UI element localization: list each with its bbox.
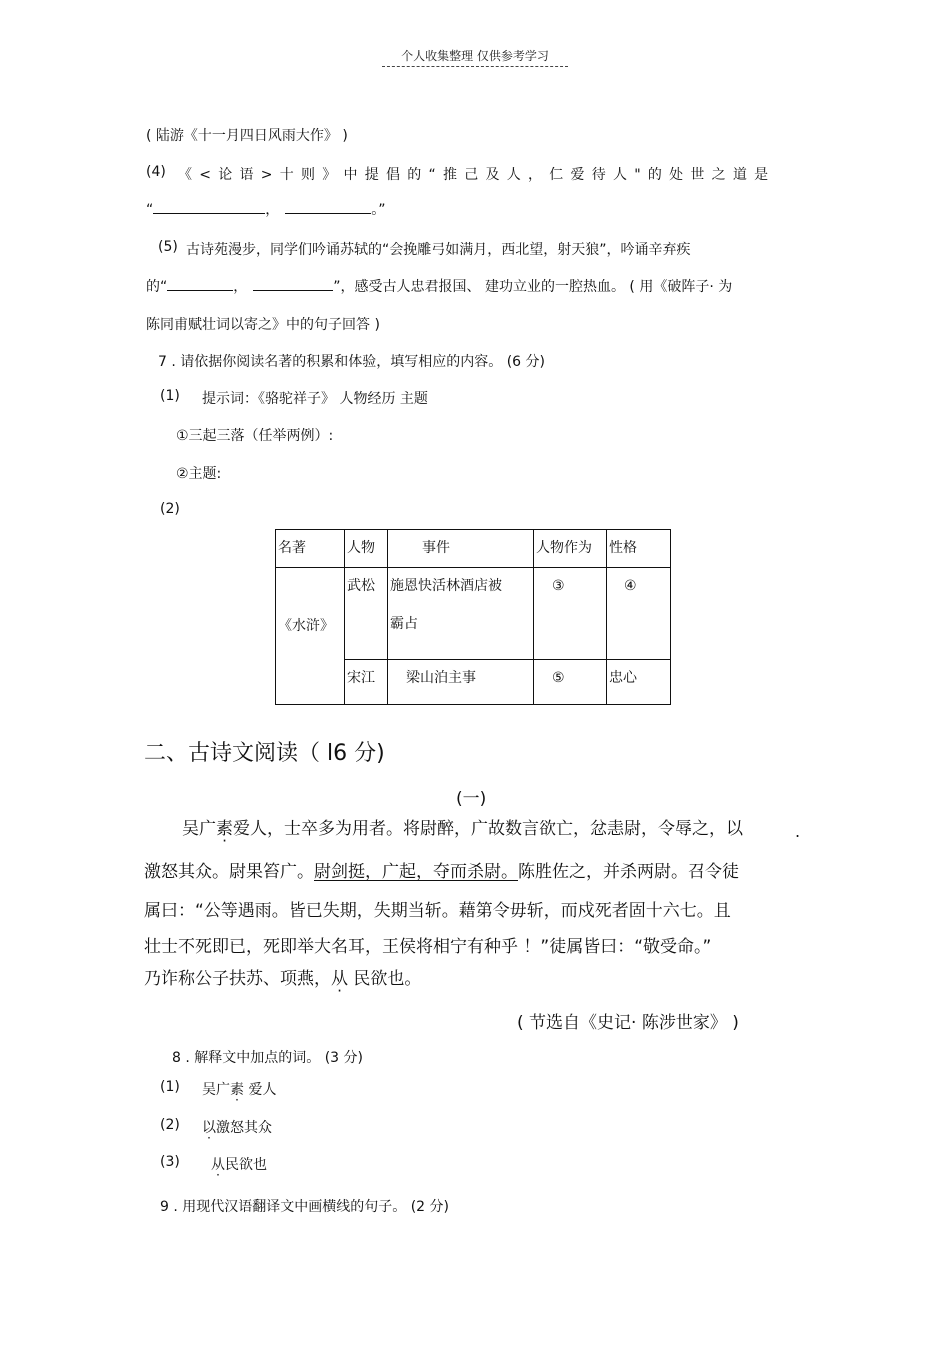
dotted-word-su: 素	[216, 819, 233, 839]
passage-line-2: 激怒其众。尉果笞广。尉剑挺，广起，夺而杀尉。陈胜佐之，并杀两尉。召令徒	[144, 862, 739, 882]
q5-comma: ，	[233, 279, 248, 295]
q5-suffix: ”，感受古人忠君报国、 建功立业的一腔热血。 ( 用《破阵子· 为	[333, 279, 733, 295]
dotted-word-yi: 以	[202, 1120, 216, 1136]
passage-line-3: 属曰：“公等遇雨。皆已失期，失期当斩。藉第令毋斩，而戍死者固十六七。且	[144, 901, 731, 921]
trait-cell[interactable]: ④	[607, 568, 671, 660]
q4-text: 《 < 论 语 > 十 则 》 中 提 倡 的 “ 推 己 及 人 ， 仁 爱 待 人 " 的 处 世 之 道 是	[178, 167, 769, 183]
header-divider	[382, 66, 568, 67]
q5-prefix: 的“	[146, 279, 168, 295]
q4-label: (4)	[146, 164, 166, 180]
event-cell: 梁山泊主事	[388, 659, 534, 704]
person-cell: 武松	[345, 568, 388, 660]
role-cell[interactable]: ⑤	[534, 659, 607, 704]
q7-1b: ②主题:	[176, 466, 222, 482]
dotted-word-su: 素	[230, 1082, 244, 1098]
dotted-word-cong: 从	[211, 1157, 225, 1173]
q4-blank-1[interactable]	[153, 199, 265, 214]
classics-table	[275, 529, 671, 705]
q7-2-label: (2)	[160, 501, 180, 517]
q4-answer-line	[146, 199, 386, 219]
q7-1-label: (1)	[160, 388, 180, 404]
q8-3-label: (3)	[160, 1154, 180, 1170]
q5-answer-line	[146, 276, 732, 296]
underlined-sentence: 尉剑挺，广起，夺而杀尉。	[314, 862, 518, 882]
event-cell	[388, 568, 534, 660]
q7-prompt: 7 . 请依据你阅读名著的积累和体验，填写相应的内容。 (6 分)	[158, 354, 545, 370]
header-cell-event: 事件	[388, 530, 534, 568]
poem-source-line: ( 陆游《十一月四日风雨大作》 )	[146, 128, 348, 144]
header-cell-person: 人物	[345, 530, 388, 568]
q4-open-quote: “	[146, 202, 154, 218]
passage-line-4: 壮士不死即已，死即举大名耳，王侯将相宁有种乎 ！”徒属皆曰：“敬受命。”	[144, 937, 712, 957]
passage-source: ( 节选自《史记· 陈涉世家》 )	[517, 1013, 739, 1033]
passage-line-5: 乃诈称公子扶苏、项燕，从 民欲也。	[144, 969, 422, 989]
book-cell: 《水浒》	[276, 568, 345, 705]
q5-blank-1[interactable]	[167, 276, 233, 291]
q5-text: 古诗苑漫步，同学们吟诵苏轼的“会挽雕弓如满月，西北望，射天狼”，吟诵辛弃疾	[186, 242, 691, 258]
trait-cell: 忠心	[607, 659, 671, 704]
q4-end: 。”	[371, 202, 386, 218]
passage-line-1: 吴广素爱人，士卒多为用者。将尉醉，广故数言欲亡，忿恚尉，令辱之，以	[182, 819, 743, 839]
event-line-2: 霸占	[390, 616, 418, 632]
q5-label: (5)	[158, 239, 178, 255]
q5-instruction: 陈同甫赋壮词以寄之》中的句子回答 )	[146, 317, 380, 333]
section-subtitle: (一)	[456, 789, 487, 809]
q8-2-label: (2)	[160, 1117, 180, 1133]
q5-blank-2[interactable]	[253, 276, 333, 291]
q8-prompt: 8 . 解释文中加点的词。 (3 分)	[172, 1050, 363, 1066]
stray-dot: .	[795, 822, 801, 841]
q4-blank-2[interactable]	[285, 199, 371, 214]
table-header-row	[276, 530, 671, 568]
q8-3-text: 从民欲也	[211, 1157, 267, 1173]
person-cell: 宋江	[345, 659, 388, 704]
table-row	[276, 568, 671, 660]
q7-1a: ①三起三落（任举两例）:	[176, 428, 334, 444]
section-title: 二、古诗文阅读（ l6 分)	[144, 741, 385, 766]
header-cell-role: 人物作为	[534, 530, 607, 568]
q7-1-hints: 提示词：《骆驼祥子》 人物经历 主题	[202, 391, 428, 407]
header-cell-book: 名著	[276, 530, 345, 568]
role-cell[interactable]: ③	[534, 568, 607, 660]
q8-1-label: (1)	[160, 1079, 180, 1095]
q4-comma: ，	[265, 202, 280, 218]
event-line-1: 施恩快活林酒店被	[390, 578, 502, 594]
page-header: 个人收集整理 仅供参考学习	[401, 49, 549, 63]
q8-2-text: 以激怒其众	[202, 1120, 272, 1136]
q9-prompt: 9 . 用现代汉语翻译文中画横线的句子。 (2 分)	[160, 1199, 449, 1215]
q8-1-text: 吴广素 爱人	[202, 1082, 277, 1098]
dotted-word-cong: 从	[331, 969, 348, 989]
header-cell-trait: 性格	[607, 530, 671, 568]
